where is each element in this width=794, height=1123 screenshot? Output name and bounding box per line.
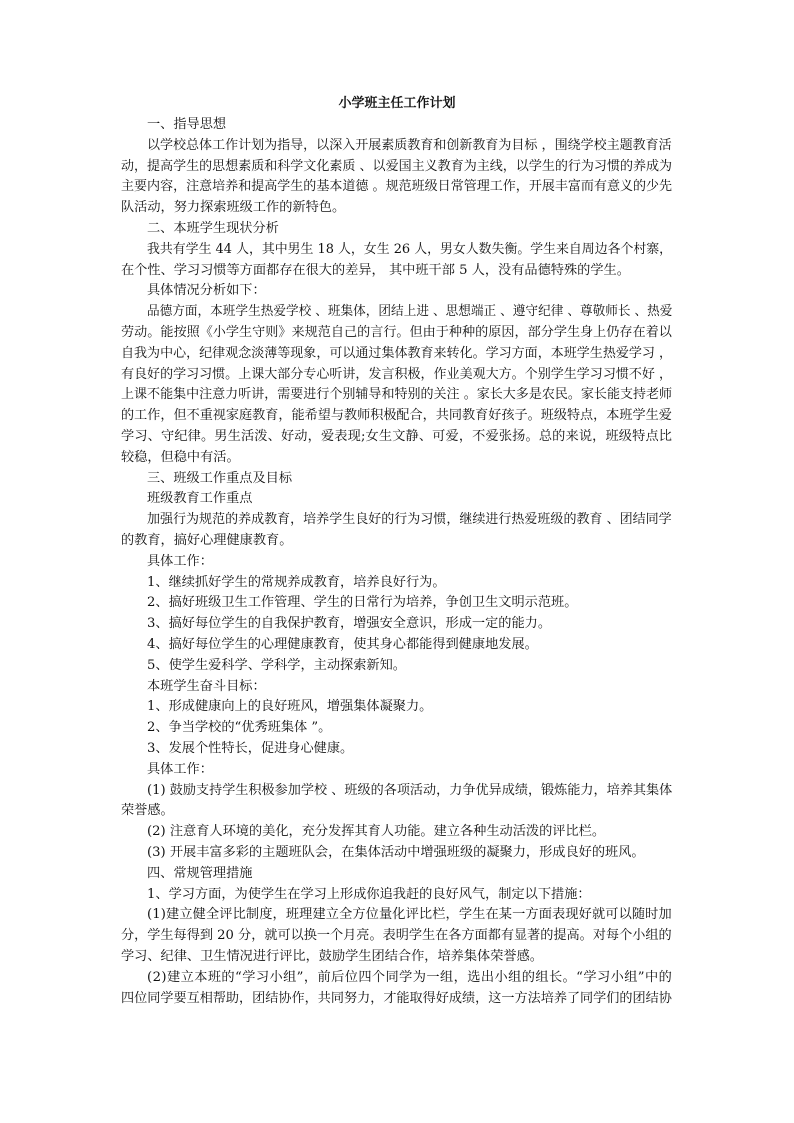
text-line: 劳动。能按照《小学生守则》来规范自己的言行。但由于种种的原因，部分学生身上仍存在着以 xyxy=(121,325,672,340)
text-line: 的教育，搞好心理健康教育。 xyxy=(121,533,293,548)
text-line: 我共有学生 44 人，其中男生 18 人，女生 26 人，男女人数失衡。学生来自周边各个村寨， xyxy=(147,241,673,257)
text-line: 1、继续抓好学生的常规养成教育，培养良好行为。 xyxy=(147,574,446,590)
text-line: 3、发展个性特长，促进身心健康。 xyxy=(147,741,354,756)
text-line: 具体工作： xyxy=(147,553,213,569)
text-line: 1、学习方面，为使学生在学习上形成你追我赶的良好风气，制定以下措施： xyxy=(147,886,591,902)
text-line: (1) 鼓励支持学生积极参加学校 、班级的各项活动，力争优异成绩，锻炼能力，培养其集体 xyxy=(147,782,673,798)
text-line: 荣誉感。 xyxy=(121,803,174,819)
text-line: (2) 注意育人环境的美化，充分发挥其育人功能。建立各种生动活泼的评比栏。 xyxy=(147,824,606,840)
text-line: 分，学生每得到 20 分，就可以换一个月亮。表明学生在各方面都有显著的提高。对每个小组的 xyxy=(121,928,672,944)
text-line: 5、使学生爱科学、学科学，主动探索新知。 xyxy=(147,657,406,673)
text-line: 班级教育工作重点 xyxy=(147,491,253,507)
text-line: 本班学生奋斗目标： xyxy=(147,678,266,694)
text-line: 3、搞好每位学生的自我保护教育，增强安全意识，形成一定的能力。 xyxy=(147,616,552,632)
text-line: 较稳，但稳中有活。 xyxy=(121,449,240,465)
text-line: 加强行为规范的养成教育，培养学生良好的行为习惯，继续进行热爱班级的教育 、团结同学 xyxy=(147,512,672,528)
text-line: 品德方面，本班学生热爱学校 、班集体，团结上进 、思想端正 、遵守纪律 、尊敬师长 、热爱 xyxy=(147,304,673,320)
text-line: 动，提高学生的思想素质和科学文化素质 、以爱国主义教育为主线，以学生的行为习惯的养成为 xyxy=(121,158,673,174)
text-line: 学习、纪律、卫生情况进行评比，鼓励学生团结合作，培养集体荣誉感。 xyxy=(121,949,543,964)
text-line: 1、形成健康向上的良好班风，增强集体凝聚力。 xyxy=(147,699,433,715)
text-line: 队活动，努力探索班级工作的新特色。 xyxy=(121,200,346,216)
text-line: (2)建立本班的“学习小组”，前后位四个同学为一组，选出小组的组长。“学习小组”中的 xyxy=(147,969,673,985)
text-line: 二、本班学生现状分析 xyxy=(147,221,279,236)
text-line: (3) 开展丰富多彩的主题班队会，在集体活动中增强班级的凝聚力，形成良好的班风。 xyxy=(147,845,645,860)
text-line: 具体工作： xyxy=(147,761,213,777)
text-line: 2、争当学校的“优秀班集体 ”。 xyxy=(147,720,332,736)
text-line: 上课不能集中注意力听讲，需要进行个别辅导和特别的关注 。家长大多是农民。家长能支持老师 xyxy=(121,387,673,403)
text-line: 有良好的学习习惯。上课大部分专心听讲，发言积极，作业美观大方。个别学生学习习惯不好 ， xyxy=(121,366,673,382)
text-line: 具体情况分析如下： xyxy=(147,283,266,299)
text-line: 自我为中心，纪律观念淡薄等现象，可以通过集体教育来转化。学习方面，本班学生热爱学习 ， xyxy=(121,345,673,361)
document-title: 小学班主任工作计划 xyxy=(338,96,456,111)
text-line: 三、班级工作重点及目标 xyxy=(147,470,293,486)
text-line: 一、指导思想 xyxy=(147,117,227,132)
text-line: 主要内容，注意培养和提高学生的基本道德 。规范班级日常管理工作，开展丰富而有意义的少先 xyxy=(121,179,673,195)
text-line: 的工作，但不重视家庭教育，能希望与教师积极配合，共同教育好孩子。班级特点，本班学生爱 xyxy=(121,408,672,424)
text-line: 学习、守纪律。男生活泼、好动，爱表现;女生文静、可爱，不爱张扬。总的来说，班级特点比 xyxy=(121,429,673,444)
text-line: 在个性、学习习惯等方面都存在很大的差异， 其中班干部 5 人，没有品德特殊的学生。 xyxy=(121,262,630,278)
text-line: 以学校总体工作计划为指导，以深入开展素质教育和创新教育为目标 ，围绕学校主题教育活 xyxy=(147,137,672,153)
text-line: 4、搞好每位学生的心理健康教育，使其身心都能得到健康地发展。 xyxy=(147,637,538,652)
text-line: 四、常规管理措施 xyxy=(147,865,253,881)
text-line: 2、搞好班级卫生工作管理、学生的日常行为培养，争创卫生文明示范班。 xyxy=(147,595,578,611)
text-line: 四位同学要互相帮助，团结协作，共同努力，才能取得好成绩，这一方法培养了同学们的团结协 xyxy=(121,990,672,1006)
text-line: (1)建立健全评比制度，班理建立全方位量化评比栏，学生在某一方面表现好就可以随时加 xyxy=(147,907,672,923)
